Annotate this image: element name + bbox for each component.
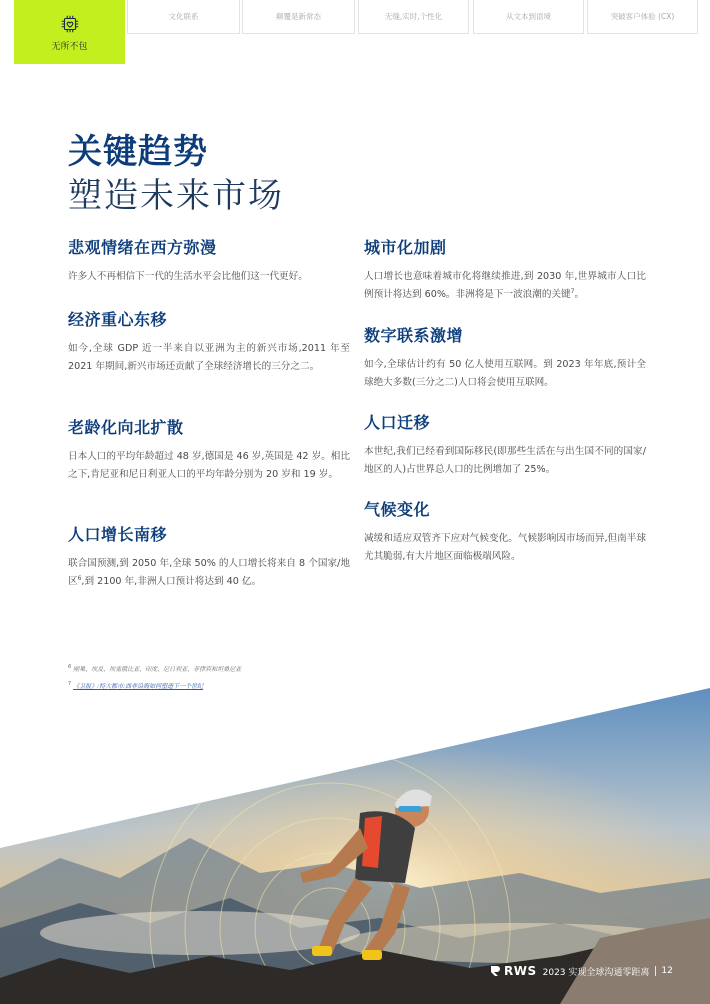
trend-climate [364, 497, 646, 566]
footnote-ref: 6 [77, 574, 82, 582]
trend-title: 老龄化向北扩散 [68, 418, 184, 437]
page-number: 12 [655, 966, 672, 976]
tab-text-to-context[interactable]: 从文本到语境 [473, 0, 584, 34]
trend-title: 人口迁移 [364, 413, 431, 432]
trend-migration [364, 410, 646, 479]
footnote-ref: 7 [570, 287, 575, 295]
footer [490, 964, 673, 978]
rws-logo [490, 964, 537, 978]
footnote-7-link[interactable]: 《卫报》:特大都市:西非沿海如何塑造下一个世纪 [73, 683, 204, 690]
nav-active-label: 无所不包 [51, 41, 88, 52]
trend-population-growth [68, 522, 350, 591]
trend-title: 城市化加剧 [364, 238, 447, 257]
brain-chip-icon [59, 13, 81, 35]
trend-title: 经济重心东移 [68, 310, 168, 329]
brand-name: RWS [504, 964, 537, 978]
trend-body: 如今,全球估计约有 50 亿人使用互联网。到 2023 年年底,预计全球绝大多数(三分之二)人口将会使用互联网。 [364, 359, 646, 388]
page-title: 关键趋势 [68, 132, 208, 172]
trend-body: 联合国预测,到 2050 年,全球 50% 的人口增长将来自 8 个国家/地区$^6$,到 2100 年,非洲人口预计将达到 40 亿。 [68, 558, 350, 587]
rws-logo-icon [490, 965, 502, 977]
trend-title: 数字联系激增 [364, 326, 464, 345]
footnote-7: $^7$ 《卫报》:特大都市:西非沿海如何塑造下一个世纪 [68, 681, 204, 690]
footnote-6: $^6$ 刚果、埃及、埃塞俄比亚、印度、尼日利亚、菲律宾和坦桑尼亚 [68, 664, 242, 673]
tab-seamless-realtime[interactable]: 无缝,实时,个性化 [358, 0, 469, 34]
trend-title: 人口增长南移 [68, 525, 168, 544]
trend-body: 减缓和适应双管齐下应对气候变化。气候影响因市场而异,但南半球尤其脆弱,有大片地区面临极端风险。 [364, 533, 646, 562]
trend-economic-shift [68, 307, 350, 376]
trend-pessimism [68, 235, 308, 286]
nav-tab-all-inclusive[interactable] [14, 0, 125, 64]
trend-aging [68, 415, 350, 484]
trend-body: 如今,全球 GDP 近一半来自以亚洲为主的新兴市场,2011 年至 2021 年期间,新兴市场还贡献了全球经济增长的三分之二。 [68, 343, 350, 372]
tab-cultural-connection[interactable]: 文化联系 [127, 0, 240, 34]
tab-breakthrough-cx[interactable]: 突破客户体验 (CX) [587, 0, 698, 34]
hero-photo-trail-runner [0, 688, 710, 1004]
page-subtitle: 塑造未来市场 [68, 176, 284, 216]
tab-disruption-new-normal[interactable]: 颠覆是新常态 [242, 0, 355, 34]
trend-body: 日本人口的平均年龄超过 48 岁,德国是 46 岁,英国是 42 岁。相比之下,肯尼亚和尼日利亚人口的平均年龄分别为 20 岁和 19 岁。 [68, 451, 350, 480]
trend-urbanization [364, 235, 646, 304]
trend-body: 许多人不再相信下一代的生活水平会比他们这一代更好。 [68, 271, 308, 282]
trend-body: 人口增长也意味着城市化将继续推进,到 2030 年,世界城市人口比例预计将达到 60%。非洲将是下一波浪潮的关键$^7$。 [364, 271, 646, 300]
document-title: 2023 实现全球沟通零距离 [542, 967, 650, 978]
trend-body: 本世纪,我们已经看到国际移民(即那些生活在与出生国不同的国家/地区的人)占世界总人口的比例增加了 25%。 [364, 446, 646, 475]
trend-title: 悲观情绪在西方弥漫 [68, 238, 217, 257]
trend-digital [364, 323, 646, 392]
trend-title: 气候变化 [364, 500, 431, 519]
